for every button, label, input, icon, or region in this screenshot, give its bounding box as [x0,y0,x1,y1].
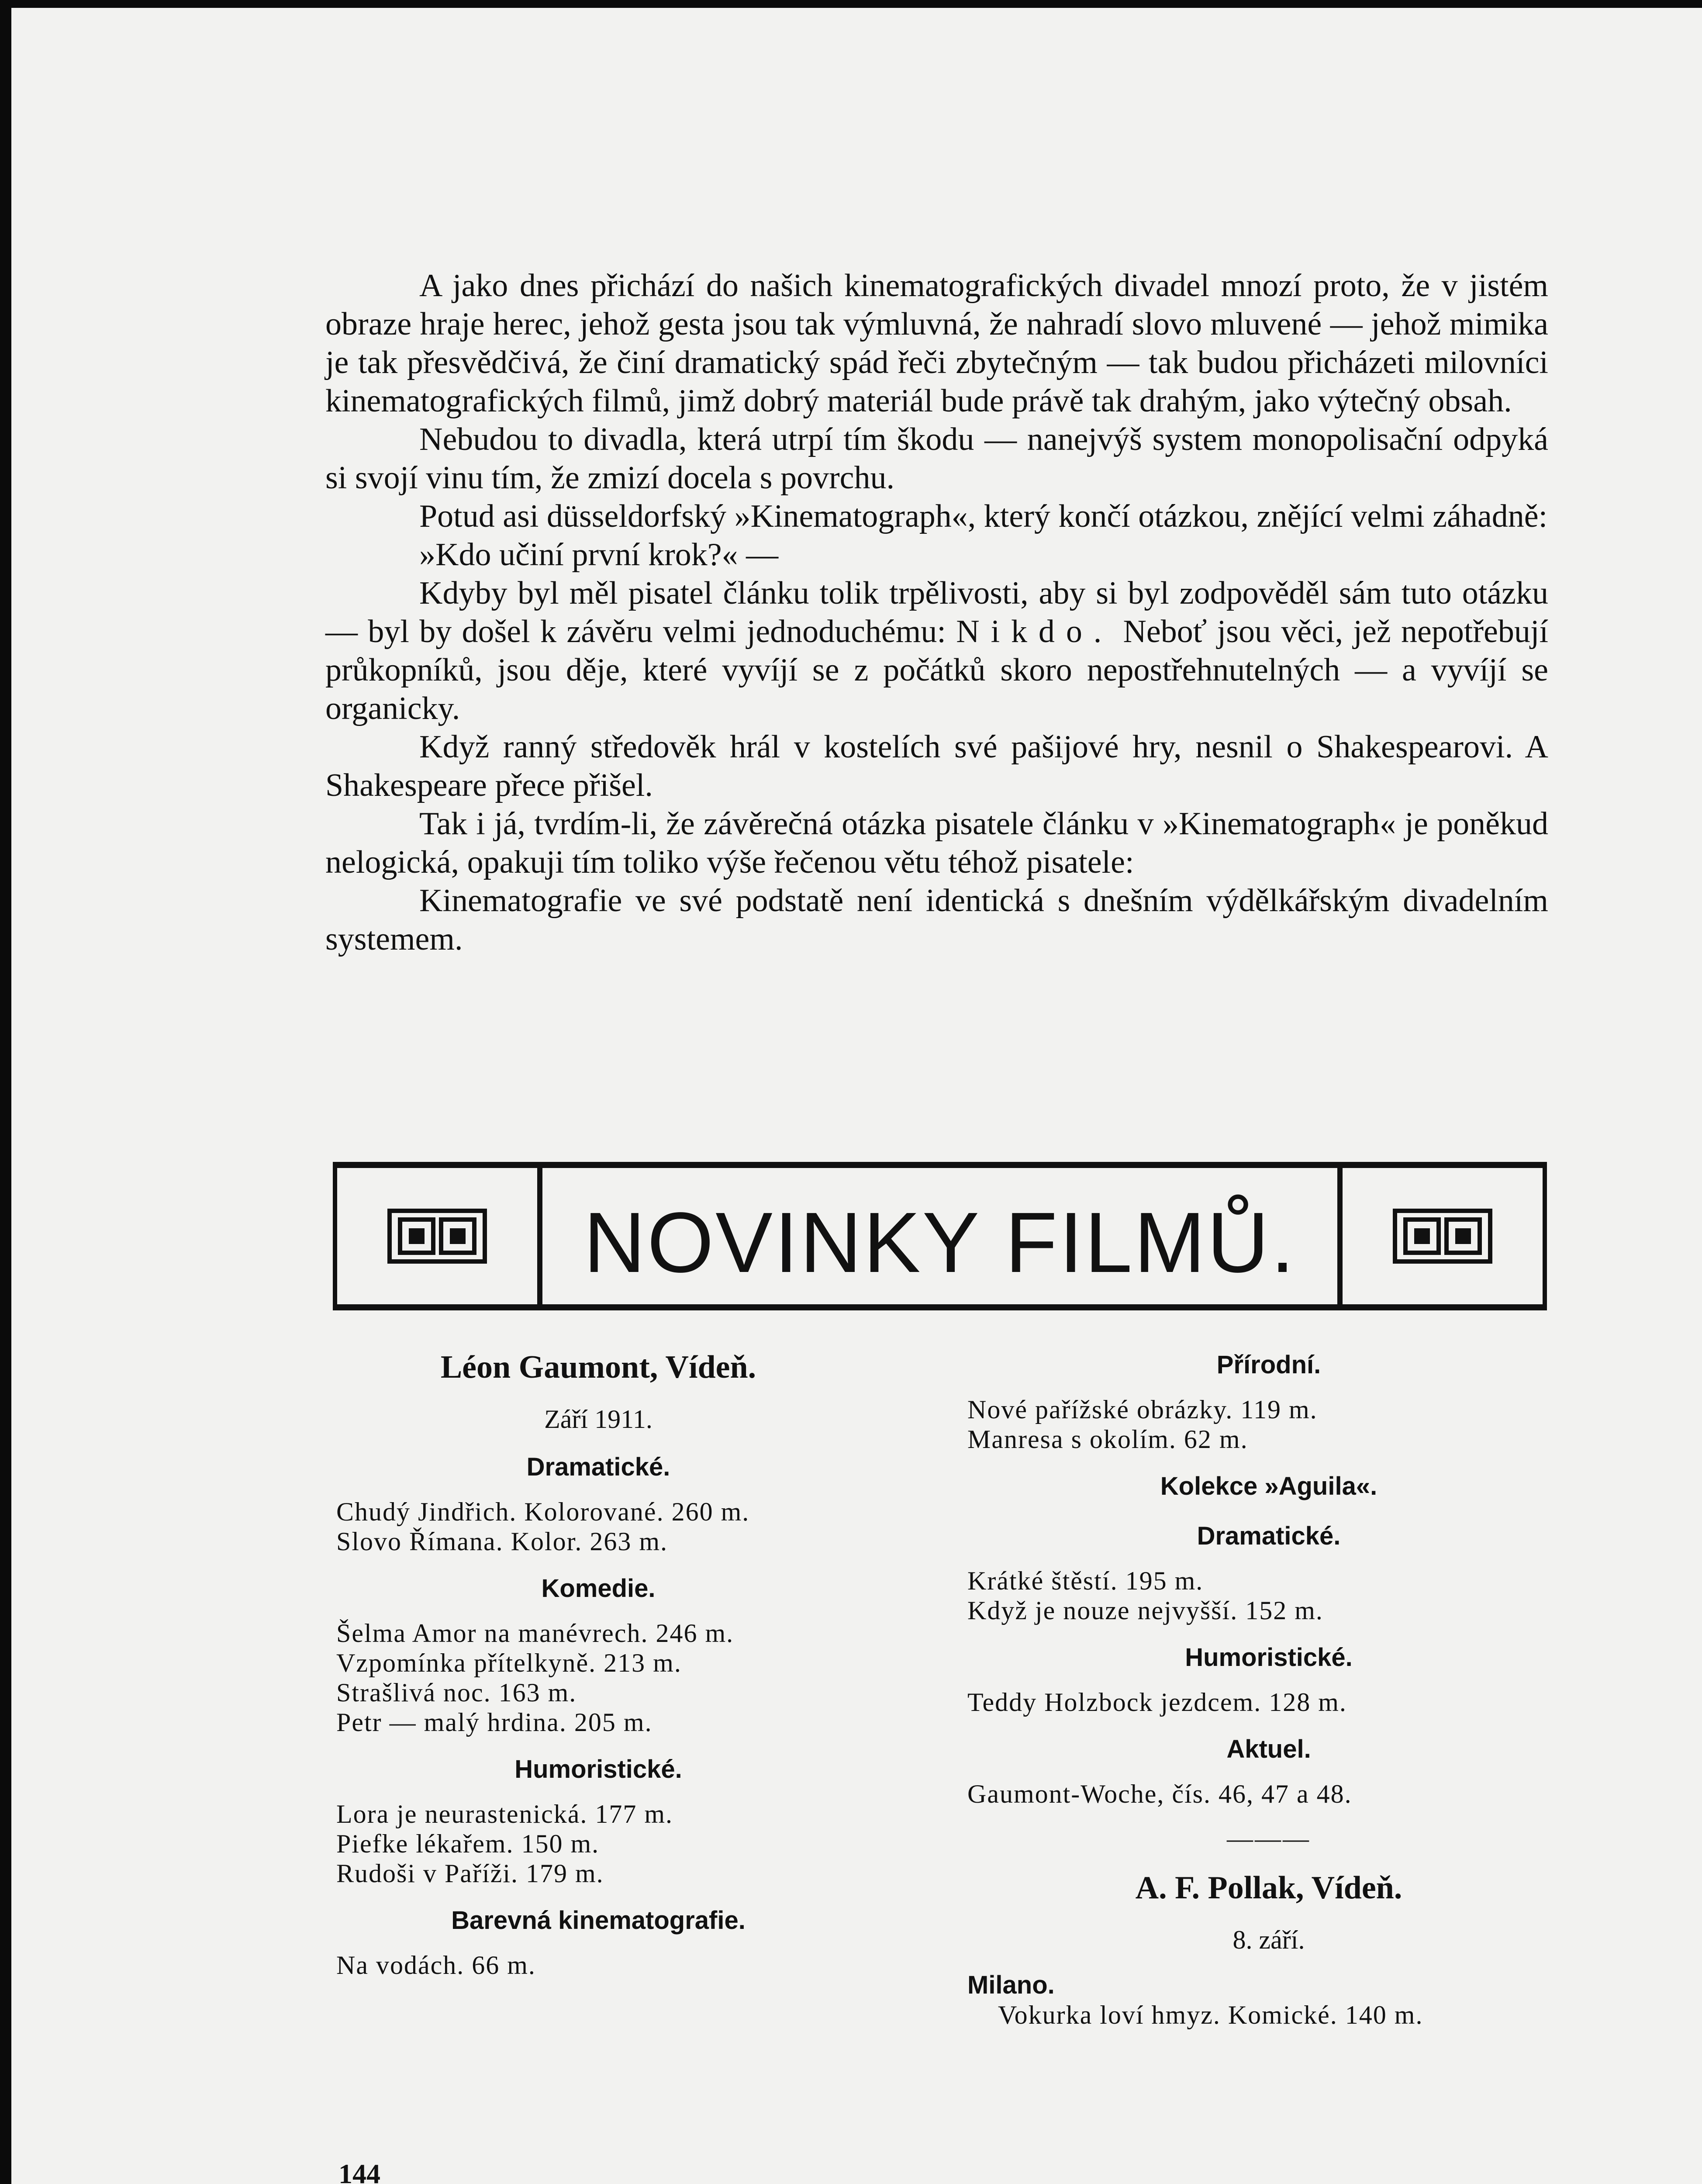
paragraph: Potud asi düsseldorfský »Kinematograph«, který končí otázkou, znějící velmi záhadně: [419,498,1548,534]
banner-right-cell [1337,1168,1543,1304]
film-item: Vokurka loví hmyz. Komické. 140 m. [998,2001,1423,2029]
paragraph: Když ranný středověk hrál v kostelích své pašijové hry, nesnil o Shakespearovi. A Shakespeare přece přišel. [325,729,1548,803]
company-heading: Léon Gaumont, Vídeň. [440,1349,756,1385]
category-heading: Kolekce »Aguila«. [1160,1472,1377,1500]
release-date: Září 1911. [544,1405,652,1434]
release-date: 8. září. [1232,1925,1305,1954]
category-heading: Barevná kinematografie. [451,1906,746,1935]
category-heading: Aktuel. [1226,1735,1311,1763]
paragraph: A jako dnes přichází do našich kinematografických divadel mnozí proto, že v jistém obraze hraje herec, jehož gesta jsou tak výmluvná, že nahradí slovo mluvené — jehož mimika je tak přesvědčivá, že činí dramatický spád řeči zbytečným — tak budou přicházeti milovníci kinematografických filmů, jimž dobrý materiál bude právě tak drahým, jako výtečný obsah. [325,268,1548,419]
page-number: 144 [338,2158,380,2184]
paragraph: Kinematografie ve své podstatě není identická s dnešním výdělkářským divadelním systemem. [325,883,1548,957]
banner-left-cell [337,1168,542,1304]
banner-title: NOVINKY FILMŮ. [583,1195,1296,1290]
section-banner [333,1162,1547,1310]
category-heading: Humoristické. [514,1755,682,1783]
film-item: Piefke lékařem. 150 m. [336,1829,600,1858]
company-heading: A. F. Pollak, Vídeň. [1135,1870,1402,1906]
paragraph: Nebudou to divadla, která utrpí tím škodu — nanejvýš system monopolisační odpyká si svojí vinu tím, že zmizí docela s povrchu. [325,422,1548,496]
category-heading: Komedie. [541,1574,656,1603]
emphasis-spaced: Nikdo. [956,614,1113,650]
film-item: Chudý Jindřich. Kolorované. 260 m. [336,1497,750,1526]
category-heading: Dramatické. [1197,1522,1341,1550]
film-item: Šelma Amor na manévrech. 246 m. [336,1619,734,1648]
film-item: Když je nouze nejvyšší. 152 m. [967,1596,1323,1625]
category-heading: Přírodní. [1216,1351,1321,1379]
category-heading: Humoristické. [1185,1643,1353,1672]
film-item: Lora je neurastenická. 177 m. [336,1800,673,1828]
category-heading: Dramatické. [526,1453,670,1481]
paragraph-part: Neboť jsou věci, jež nepotřebují průkopníků, jsou děje, které vyvíjí se z počátků skoro nepostřehnutelných — a vyvíjí se organicky. [325,614,1549,726]
film-item: Petr — malý hrdina. 205 m. [336,1708,652,1737]
film-item: Krátké štěstí. 195 m. [967,1566,1204,1595]
film-frame-icon [387,1209,487,1264]
paragraph [325,574,1548,728]
film-item: Manresa s okolím. 62 m. [967,1425,1248,1454]
paragraph: Tak i já, tvrdím-li, že závěrečná otázka pisatele článku v »Kinematograph« je poněkud nelogická, opakuji tím toliko výše řečenou větu téhož pisatele: [325,806,1548,880]
right-column [967,1348,1570,2030]
paragraph-part: Kdyby byl měl pisatel článku tolik trpělivosti, aby si byl zodpověděl sám tuto otázku — byl by došel k závěru velmi jednoduchému: [325,575,1548,650]
separator: ——— [1227,1824,1311,1853]
film-item: Slovo Římana. Kolor. 263 m. [336,1527,668,1556]
film-item: Rudoši v Paříži. 179 m. [336,1859,604,1888]
film-item: Gaumont-Woche, čís. 46, 47 a 48. [967,1780,1352,1808]
left-column [336,1348,860,1980]
film-item: Vzpomínka přítelkyně. 213 m. [336,1648,682,1677]
film-item: Teddy Holzbock jezdcem. 128 m. [967,1688,1347,1717]
film-item: Nové pařížské obrázky. 119 m. [967,1395,1318,1424]
film-item: Na vodách. 66 m. [336,1951,536,1980]
place-heading: Milano. [967,1971,1055,1999]
article-text [325,266,1548,958]
paragraph: »Kdo učiní první krok?« — [419,537,779,573]
film-item: Strašlivá noc. 163 m. [336,1678,577,1707]
film-frame-icon [1393,1209,1492,1264]
